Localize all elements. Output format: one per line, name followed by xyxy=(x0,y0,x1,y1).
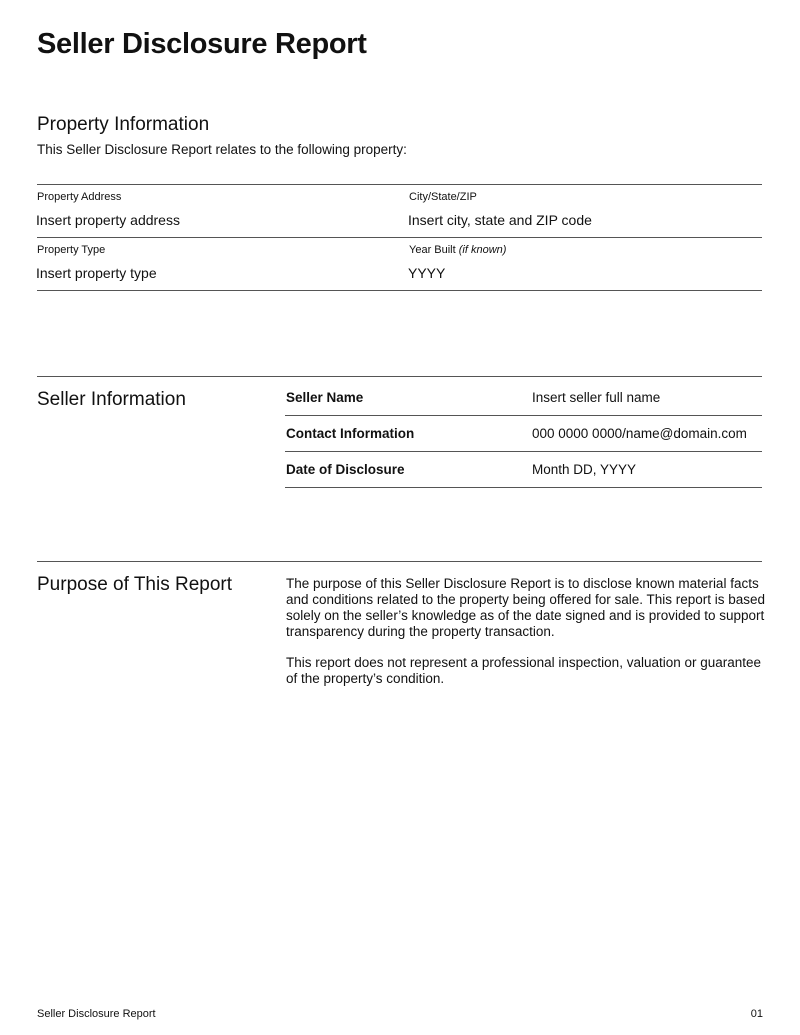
property-intro: This Seller Disclosure Report relates to the following property: xyxy=(37,142,407,157)
disclaimer-paragraph: This report does not represent a professional inspection, valuation or guarantee of the property’s condition. xyxy=(286,655,762,686)
divider xyxy=(37,376,762,377)
divider xyxy=(37,184,762,185)
divider xyxy=(37,561,762,562)
divider xyxy=(285,415,762,416)
property-type-value: Insert property type xyxy=(36,265,157,281)
seller-info-heading: Seller Information xyxy=(37,389,186,410)
year-built-label xyxy=(409,244,506,256)
disclosure-date-value: Month DD, YYYY xyxy=(532,462,637,477)
year-built-value: YYYY xyxy=(408,265,446,281)
year-built-label-text: Year Built xyxy=(409,244,456,256)
divider xyxy=(285,451,762,452)
property-address-label: Property Address xyxy=(37,191,122,203)
contact-info-value: 000 0000 0000/name@domain.com xyxy=(532,426,747,441)
city-value: Insert city, state and ZIP code xyxy=(408,212,592,228)
divider xyxy=(37,290,762,291)
city-label: City/State/ZIP xyxy=(409,191,477,203)
page-number: 01 xyxy=(750,1008,763,1020)
footer-title: Seller Disclosure Report xyxy=(37,1008,156,1020)
divider xyxy=(285,487,762,488)
year-built-note: (if known) xyxy=(458,244,507,256)
page-title: Seller Disclosure Report xyxy=(37,28,367,60)
contact-info-label: Contact Information xyxy=(286,426,415,441)
divider xyxy=(37,237,762,238)
property-info-heading: Property Information xyxy=(37,114,210,135)
property-address-value: Insert property address xyxy=(36,212,180,228)
property-type-label: Property Type xyxy=(37,244,106,256)
seller-name-value: Insert seller full name xyxy=(532,390,661,405)
seller-name-label: Seller Name xyxy=(286,390,364,405)
disclosure-date-label: Date of Disclosure xyxy=(286,462,405,477)
purpose-paragraph: The purpose of this Seller Disclosure Report is to disclose known material facts and conditions related to the property being offered for sale. This report is based solely on the seller’s knowledge as of the date signed and is provided to support transparency during the property transaction. xyxy=(286,576,766,639)
purpose-heading: Purpose of This Report xyxy=(37,574,233,595)
